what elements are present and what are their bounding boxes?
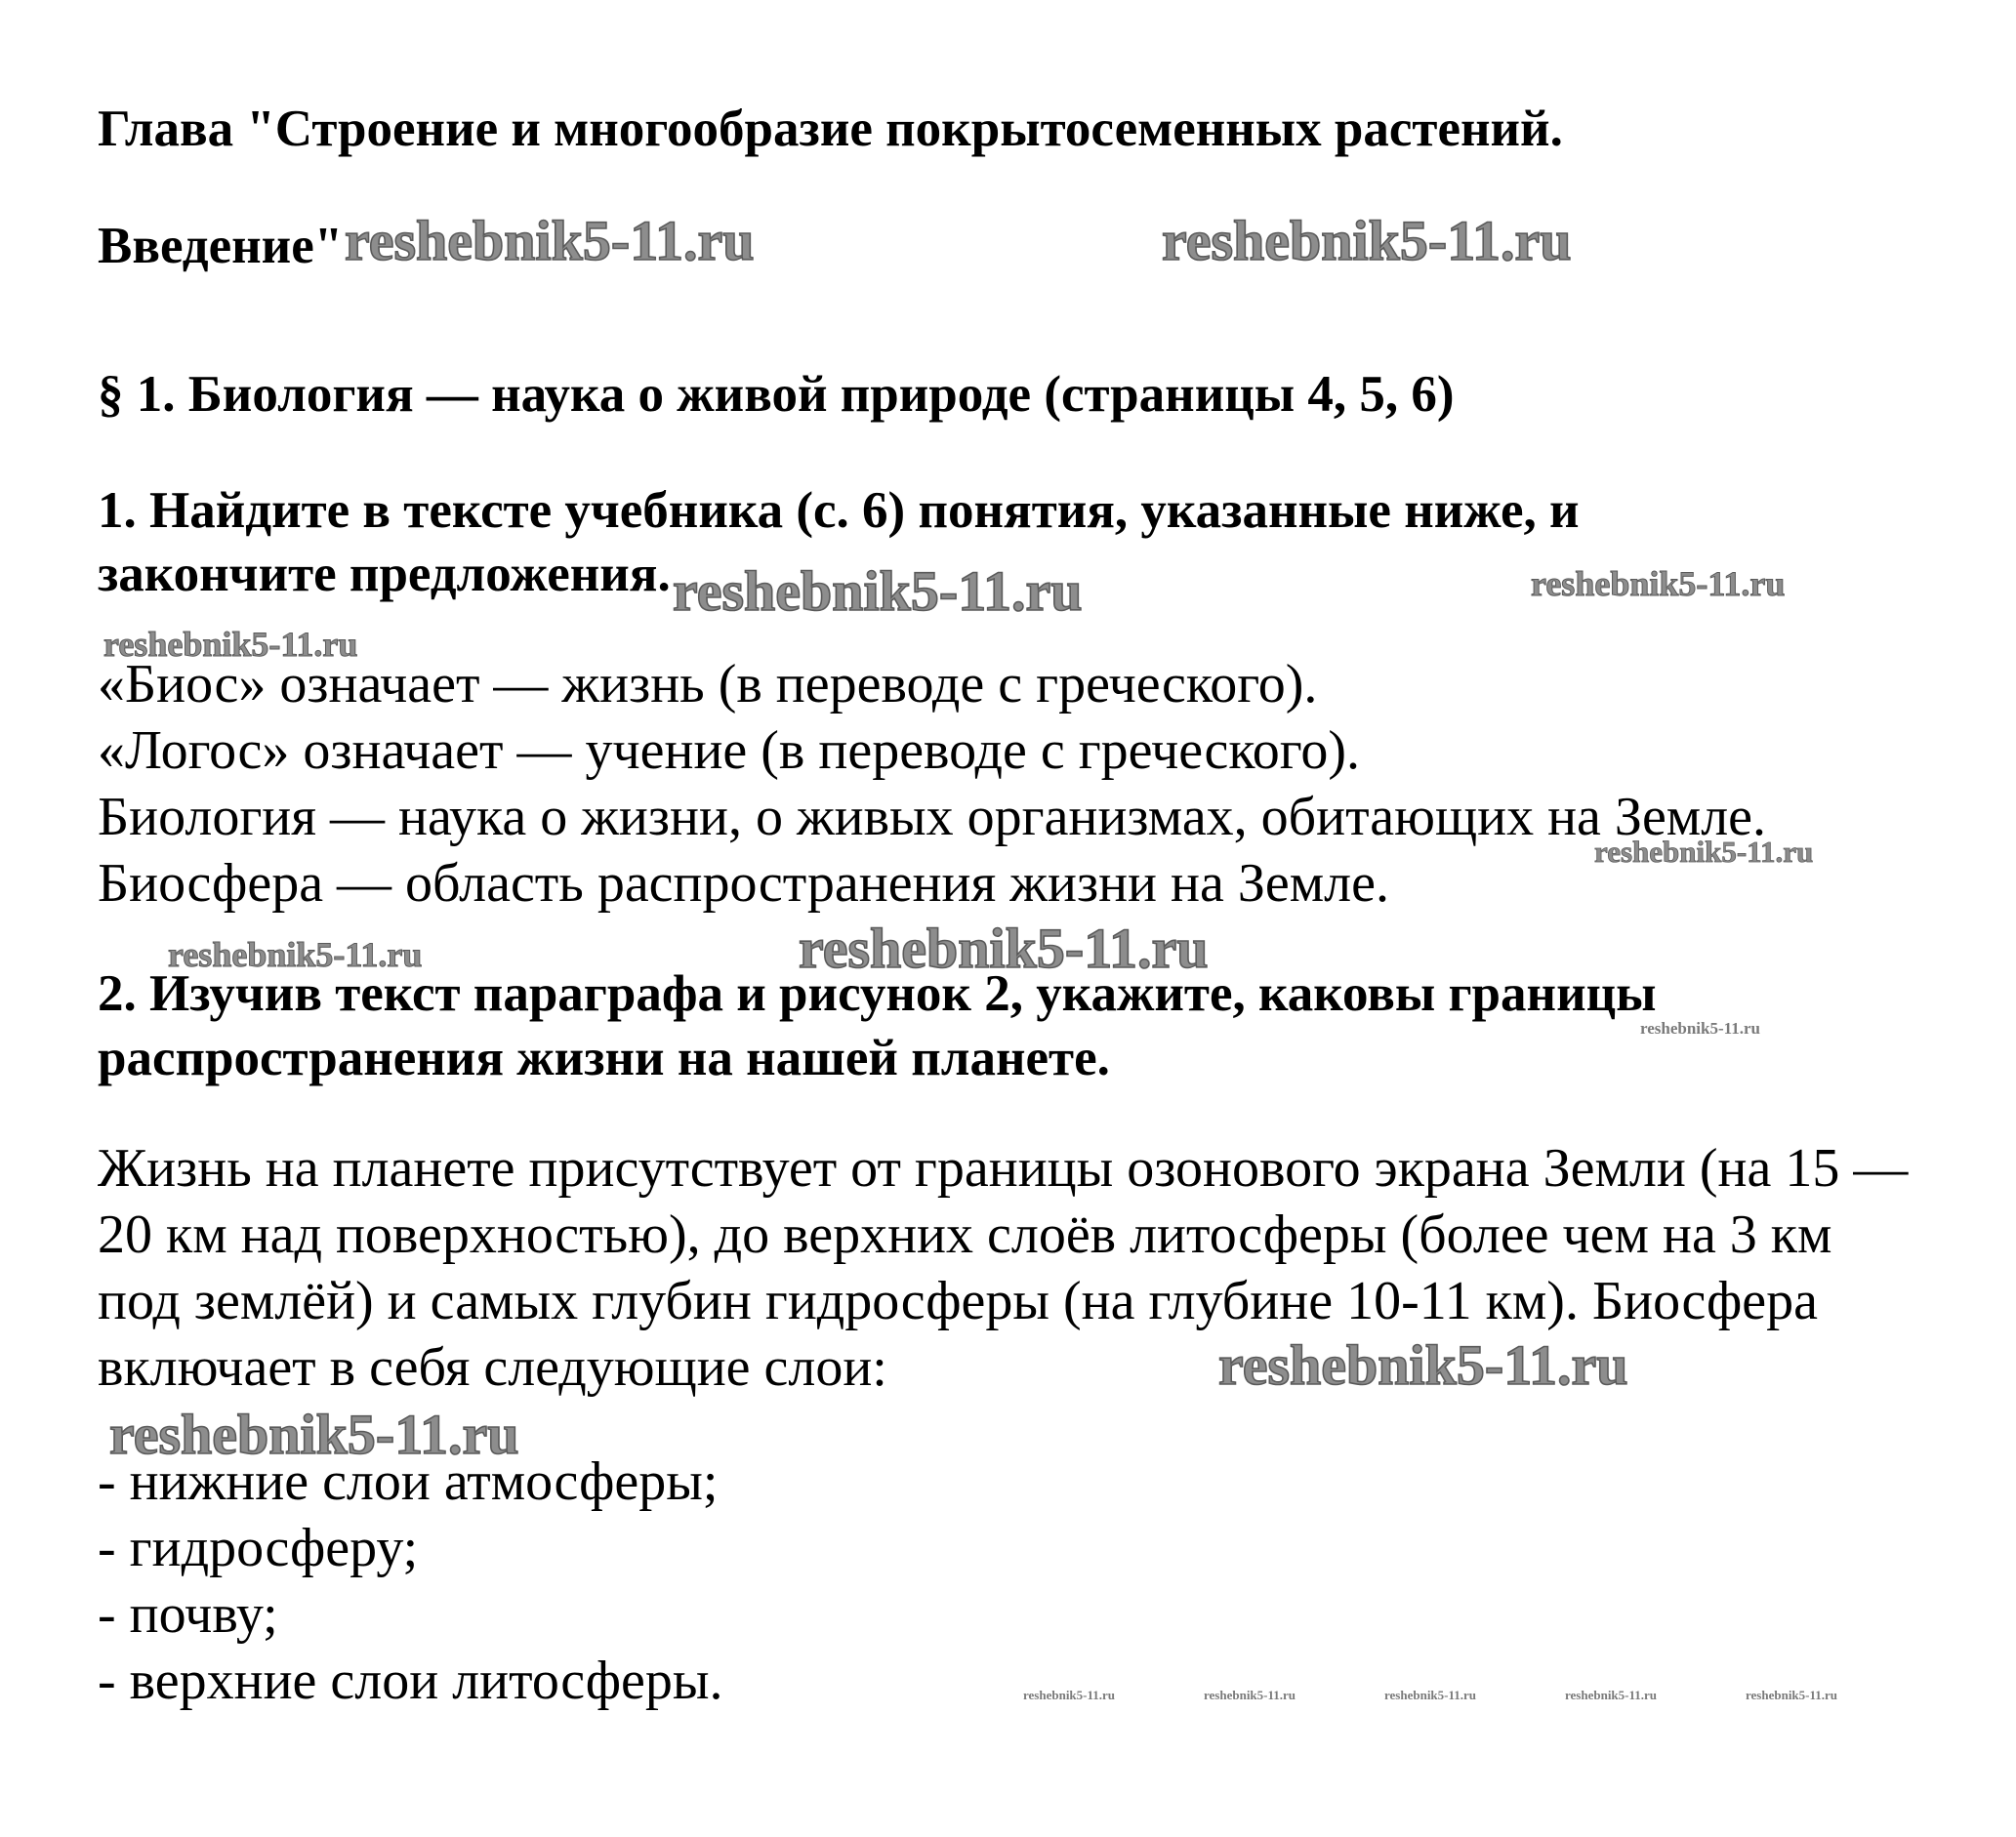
- watermark: reshebnik5-11.ru: [1746, 1688, 1838, 1702]
- watermark: reshebnik5-11.ru: [1023, 1688, 1116, 1702]
- task1-answer-biosphere: Биосфера — область распространения жизни на Земле.: [98, 853, 1389, 914]
- watermark: reshebnik5-11.ru: [1640, 1019, 1760, 1038]
- task1-question-line-2: закончите предложения.: [98, 546, 671, 602]
- task2-answer-line-1: Жизнь на планете присутствует от границы озонового экрана Земли (на 15 —: [98, 1138, 1909, 1199]
- task2-answer-line-4: включает в себя следующие слои:: [98, 1337, 887, 1398]
- task2-list-item: - верхние слои литосферы.: [98, 1651, 723, 1711]
- task2-list-item: - гидросферу;: [98, 1518, 419, 1578]
- watermark: reshebnik5-11.ru: [109, 1403, 519, 1466]
- chapter-title-line-2: Введение": [98, 218, 344, 274]
- watermark: reshebnik5-11.ru: [1594, 835, 1814, 869]
- task2-answer-line-2: 20 км над поверхностью), до верхних слоёв литосферы (более чем на 3 км: [98, 1204, 1832, 1265]
- task1-answer-biology: Биология — наука о жизни, о живых организмах, обитающих на Земле.: [98, 787, 1767, 847]
- task2-list-item: - нижние слои атмосферы;: [98, 1451, 719, 1512]
- watermark: reshebnik5-11.ru: [1384, 1688, 1477, 1702]
- watermark: reshebnik5-11.ru: [168, 935, 423, 974]
- watermark: reshebnik5-11.ru: [103, 625, 358, 664]
- watermark: reshebnik5-11.ru: [1218, 1333, 1628, 1397]
- task2-question-line-1: 2. Изучив текст параграфа и рисунок 2, укажите, каковы границы: [98, 965, 1657, 1022]
- watermark: reshebnik5-11.ru: [799, 917, 1209, 980]
- watermark: reshebnik5-11.ru: [345, 209, 755, 272]
- watermark: reshebnik5-11.ru: [1204, 1688, 1296, 1702]
- chapter-title-line-1: Глава "Строение и многообразие покрытосеменных растений.: [98, 101, 1563, 157]
- task2-list-item: - почву;: [98, 1584, 278, 1645]
- watermark: reshebnik5-11.ru: [673, 559, 1083, 623]
- task1-answer-bios: «Биос» означает — жизнь (в переводе с греческого).: [98, 654, 1318, 714]
- task2-answer-line-3: под землёй) и самых глубин гидросферы (на глубине 10-11 км). Биосфера: [98, 1271, 1819, 1331]
- watermark: reshebnik5-11.ru: [1162, 209, 1572, 272]
- section-title: § 1. Биология — наука о живой природе (страницы 4, 5, 6): [98, 366, 1455, 423]
- task1-answer-logos: «Логос» означает — учение (в переводе с греческого).: [98, 720, 1360, 781]
- watermark: reshebnik5-11.ru: [1531, 564, 1786, 603]
- watermark: reshebnik5-11.ru: [1565, 1688, 1658, 1702]
- task2-question-line-2: распространения жизни на нашей планете.: [98, 1030, 1110, 1086]
- task1-question-line-1: 1. Найдите в тексте учебника (с. 6) понятия, указанные ниже, и: [98, 482, 1580, 539]
